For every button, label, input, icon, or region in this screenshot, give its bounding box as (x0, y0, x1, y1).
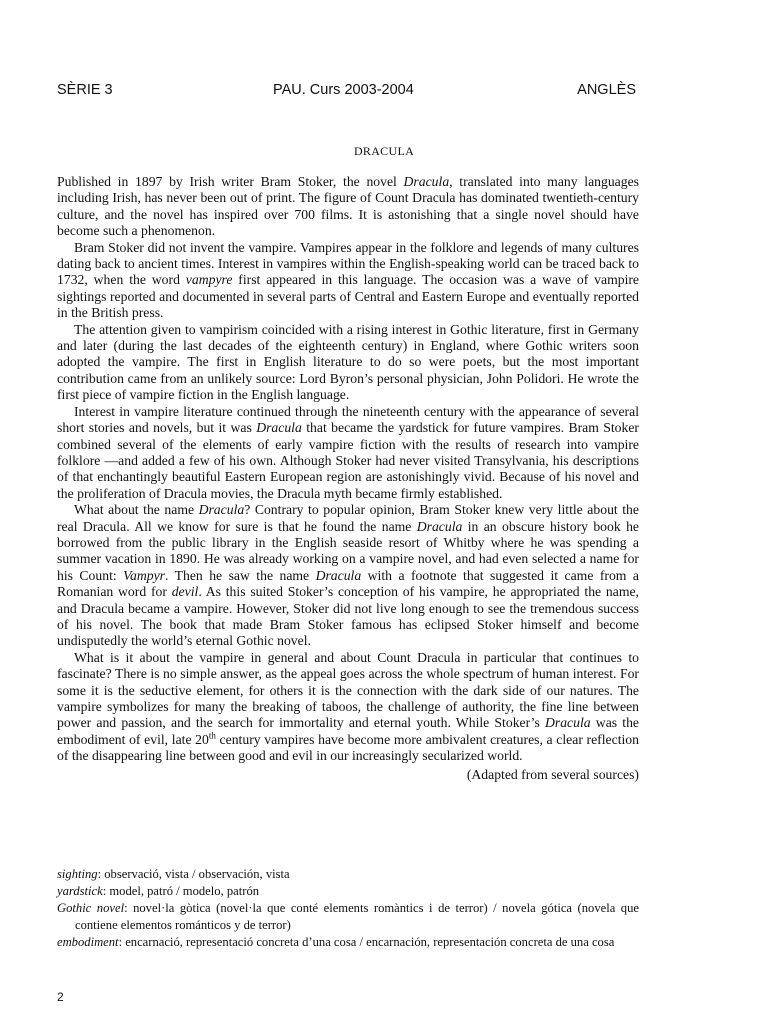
glossary-definition: : model, patró / modelo, patrón (102, 884, 260, 898)
text-run: . As this suited Stoker’s conception of his vampire, he appropriated the name, and Dracula became a vampire. However, Stoker did not live long enough to see the tremendous success of his novel. The book that made Bram Stoker famous has eclipsed Stoker himself and become undisputedly the world’s eternal Gothic novel. (57, 584, 639, 649)
source-note: (Adapted from several sources) (466, 766, 639, 782)
article-title: DRACULA (353, 144, 415, 158)
glossary-item-embodiment (57, 934, 639, 951)
text-run: . Then he saw the name (164, 567, 316, 583)
text-run: century vampires have become more ambivalent creatures, a clear reflection of the disappearing line between good and evil in our increasingly secularized world. (57, 731, 639, 764)
header-series: SÈRIE 3 (57, 82, 113, 98)
page-number: 2 (57, 990, 64, 1004)
italic-text: Dracula (256, 420, 302, 436)
paragraph-6 (57, 650, 639, 765)
italic-text: Dracula (198, 502, 245, 518)
italic-text: Dracula (416, 518, 463, 534)
italic-text: Dracula (315, 567, 362, 583)
glossary-term: yardstick (57, 884, 103, 898)
article-body (57, 174, 639, 783)
glossary-term: sighting (57, 867, 98, 881)
text-run: ? Contrary to popular opinion, Bram Stoker knew very little about the real Dracula. All we know for sure is that he found the name (57, 502, 639, 534)
paragraph-1 (57, 174, 639, 240)
header-course: PAU. Curs 2003-2004 (273, 82, 414, 98)
superscript-text: th (208, 730, 216, 741)
glossary-term: Gothic novel (57, 901, 125, 915)
italic-text: Dracula, (403, 174, 453, 189)
italic-text: Vampyr (123, 567, 165, 583)
glossary (57, 866, 639, 951)
glossary-item-sighting (57, 866, 639, 883)
header-subject: ANGLÈS (577, 82, 636, 98)
page-header (57, 82, 639, 102)
text-run: Interest in vampire literature continued through the nineteenth century with the appearance of several short stories and novels, but it was (57, 403, 639, 436)
paragraph-4 (57, 404, 639, 502)
text-run: translated into many languages including Irish, has never been out of print. The figure of Count Dracula has dominated twentieth-century culture, and the novel has inspired over 700 films. It is astonishing that a single novel should have become such a phenomenon. (57, 174, 640, 239)
text-run: What about the name (74, 502, 199, 518)
glossary-definition: : observació, vista / observación, vista (97, 867, 290, 881)
glossary-item-yardstick (57, 883, 639, 900)
italic-text: vampyre (185, 272, 233, 288)
paragraph-5 (57, 502, 639, 650)
italic-text: devil (171, 584, 199, 600)
text-run: What is it about the vampire in general and about Count Dracula in particular that continues to fascinate? There is no simple answer, as the appeal goes across the whole spectrum of human interest. For some it is the seductive element, for others it is the connection with the dark side of our natures. The vampire symbolizes for many the breaking of taboos, the challenge of authority, the fine line between power and passion, and the search for immortality and eternal youth. While Stoker’s (57, 649, 639, 731)
glossary-definition: : novel·la gòtica (novel·la que conté elements romàntics i de terror) / novela gótica (novela que contiene elementos románticos y de terror) (75, 901, 639, 932)
text-run: Bram Stoker did not invent the vampire. Vampires appear in the folklore and legends of many cultures dating back to ancient times. Interest in vampires within the English-speaking world can be traced back to 1732, when the word (57, 239, 639, 288)
glossary-item-gothic-novel (57, 900, 639, 934)
paragraph-3 (57, 322, 639, 404)
text-run: in an obscure history book he borrowed from the public library in the English seaside resort of Whitby where he was spending a summer vacation in 1890. He was already working on a vampire novel, and had even selected a name for his Count: (57, 518, 639, 583)
text-run: that became the yardstick for future vampires. Bram Stoker combined several of the elements of early vampire fiction with the results of research into vampire folklore —and added a few of his own. Although Stoker had never visited Transylvania, his descriptions of that enchantingly beautiful Eastern European region are astonishingly vivid. Because of his novel and the proliferation of Dracula movies, the Dracula myth became firmly established. (57, 420, 639, 501)
text-run: with a footnote that suggested it came from a Romanian word for (57, 567, 639, 600)
text-run: The attention given to vampirism coincided with a rising interest in Gothic literature, first in Germany and later (during the last decades of the eighteenth century) in England, where Gothic writers soon adopted the vampire. The first in English literature to do so were poets, but the most important contribution came from an unlikely source: Lord Byron’s personal physician, John Polidori. He wrote the first piece of vampire fiction in the English language. (57, 321, 639, 403)
text-run: was the embodiment of evil, late 20 (57, 715, 639, 747)
italic-text: Dracula (545, 715, 591, 731)
glossary-term: embodiment (57, 935, 119, 949)
paragraph-2 (57, 240, 639, 322)
glossary-definition: : encarnació, representació concreta d’una cosa / encarnación, representación concreta de una cosa (118, 935, 615, 949)
text-run: Published in 1897 by Irish writer Bram Stoker, the novel (57, 174, 404, 189)
text-run: first appeared in this language. The occasion was a wave of vampire sightings reported and documented in several parts of Central and Eastern Europe and eventually reported in the British press. (57, 272, 640, 321)
